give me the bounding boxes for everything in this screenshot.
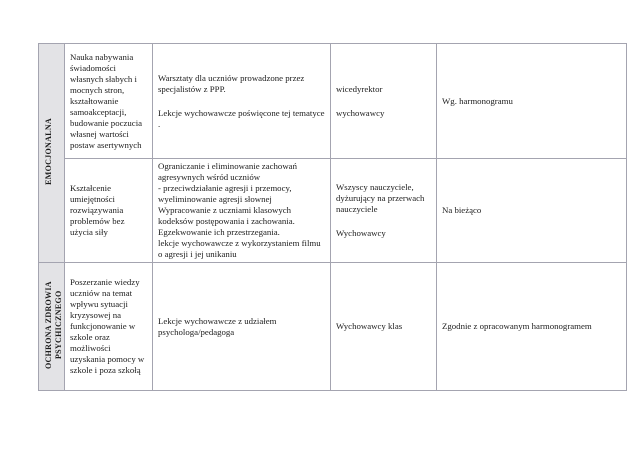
forms-text: Wypracowanie z uczniami klasowych kodeksów postępowania i zachowania. [158,205,295,226]
task-cell [65,263,153,391]
section-label: EMOCJONALNA [44,118,53,185]
task-text: Kształcenie umiejętności rozwiązywania problemów bez użycia siły [70,183,125,237]
responsible-text: wychowawcy [336,107,385,118]
forms-text: - przeciwdziałanie agresji i przemocy, wyeliminowanie agresji słownej [158,183,292,204]
forms-text: Warsztaty dla uczniów prowadzone przez specjalistów z PPP. [158,72,305,94]
forms-cell [153,263,331,391]
forms-text: lekcje wychowawcze z wykorzystaniem filmu o agresji i jej unikaniu [158,238,321,259]
forms-cell [153,44,331,159]
section-label: OCHRONA ZDROWIA PSYCHICZNEGO [44,281,63,369]
forms-text: Lekcje wychowawcze poświęcone tej tematyce . [158,107,325,129]
timing-text: Na bieżąco [442,205,482,215]
table-row [39,44,627,159]
timing-cell [437,263,627,391]
activities-table [38,43,627,391]
responsible-cell [331,44,437,159]
task-text: Nauka nabywania świadomości własnych słabych i mocnych stron, kształtowanie samoakceptacji, budowanie poczucia własnej wartości postaw asertywnych [70,51,143,150]
task-text: Poszerzanie wiedzy uczniów na temat wpływu sytuacji kryzysowej na funkcjonowanie w szkole oraz możliwości uzyskania pomocy w szkole i poza szkołą [70,277,145,375]
section-label-cell [39,44,65,263]
forms-text: Lekcje wychowawcze z udziałem psychologa/pedagoga [158,315,277,337]
forms-text: Egzekwowanie ich przestrzegania. [158,227,280,237]
responsible-cell [331,263,437,391]
timing-text: Wg. harmonogramu [442,95,513,106]
responsible-text: wicedyrektor [336,83,383,94]
timing-cell [437,159,627,263]
task-cell [65,159,153,263]
table-row [39,159,627,263]
responsible-text [336,95,431,108]
section-label-cell [39,263,65,391]
responsible-cell [331,159,437,263]
forms-cell [153,159,331,263]
table-row [39,263,627,391]
forms-text: Ograniczanie i eliminowanie zachowań agresywnych wśród uczniów [158,161,297,182]
responsible-text [336,215,431,228]
responsible-text: Wychowawcy [336,228,386,238]
timing-cell [437,44,627,159]
timing-text: Zgodnie z opracowanym harmonogramem [442,321,592,331]
forms-text [158,95,325,108]
responsible-text: Wychowawcy klas [336,321,403,331]
responsible-text: Wszyscy nauczyciele, dyżurujący na przerwach nauczyciele [336,182,425,214]
task-cell [65,44,153,159]
